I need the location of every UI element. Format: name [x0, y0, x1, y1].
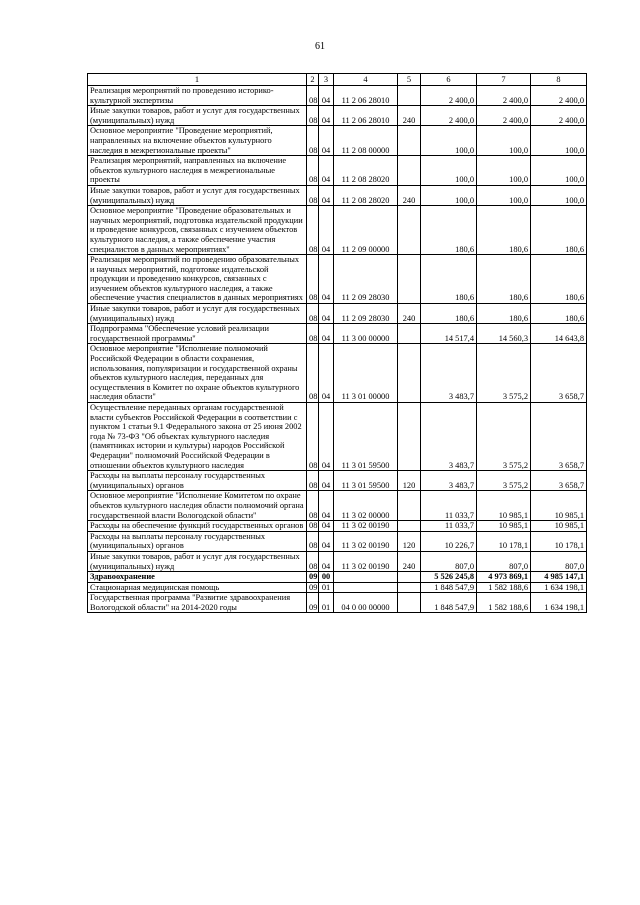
amount-col7-cell: 2 400,0	[477, 86, 531, 106]
target-article-cell: 11 2 08 28020	[334, 156, 398, 186]
expense-type-cell	[398, 403, 421, 471]
subsection-code-cell: 04	[319, 106, 334, 126]
amount-col7-cell: 3 575,2	[477, 471, 531, 491]
subsection-code-cell: 01	[319, 593, 334, 613]
amount-col7-cell: 10 178,1	[477, 531, 531, 551]
expense-type-cell	[398, 86, 421, 106]
expense-type-cell: 240	[398, 551, 421, 571]
table-row	[88, 106, 587, 126]
target-article-cell: 11 2 06 28010	[334, 86, 398, 106]
row-name-cell: Иные закупки товаров, работ и услуг для государственных (муниципальных) нужд	[88, 106, 307, 126]
expense-type-cell	[398, 582, 421, 593]
expense-type-cell	[398, 156, 421, 186]
amount-col6-cell: 5 526 245,8	[421, 572, 477, 583]
subsection-code-cell: 04	[319, 471, 334, 491]
amount-col8-cell: 3 658,7	[531, 344, 587, 403]
section-code-cell: 08	[307, 531, 319, 551]
expense-type-cell	[398, 344, 421, 403]
amount-col7-cell: 10 985,1	[477, 521, 531, 532]
table-row	[88, 206, 587, 255]
expense-type-cell	[398, 521, 421, 532]
amount-col8-cell: 180,6	[531, 304, 587, 324]
expense-type-cell: 120	[398, 471, 421, 491]
amount-col7-cell: 3 575,2	[477, 344, 531, 403]
section-code-cell: 08	[307, 86, 319, 106]
amount-col6-cell: 1 848 547,9	[421, 582, 477, 593]
target-article-cell: 11 3 01 59500	[334, 471, 398, 491]
target-article-cell: 04 0 00 00000	[334, 593, 398, 613]
expense-type-cell	[398, 491, 421, 521]
table-row	[88, 491, 587, 521]
amount-col8-cell: 2 400,0	[531, 106, 587, 126]
target-article-cell: 11 3 01 00000	[334, 344, 398, 403]
row-name-cell: Основное мероприятие "Исполнение полномочий Российской Федерации в области сохранения, использования, популяризации и государственной охраны объектов культурного наследия, переданных для осуществления в Комитет по охране объектов культурного наследия области"	[88, 344, 307, 403]
header-cell: 1	[88, 74, 307, 86]
header-cell: 4	[334, 74, 398, 86]
amount-col7-cell: 180,6	[477, 304, 531, 324]
target-article-cell: 11 3 02 00000	[334, 491, 398, 521]
amount-col6-cell: 2 400,0	[421, 86, 477, 106]
section-code-cell: 08	[307, 471, 319, 491]
table-row	[88, 344, 587, 403]
amount-col8-cell: 10 985,1	[531, 491, 587, 521]
amount-col7-cell: 180,6	[477, 255, 531, 304]
amount-col7-cell: 2 400,0	[477, 106, 531, 126]
row-name-cell: Расходы на обеспечение функций государственных органов	[88, 521, 307, 532]
amount-col6-cell: 3 483,7	[421, 344, 477, 403]
subsection-code-cell: 04	[319, 126, 334, 156]
amount-col8-cell: 180,6	[531, 206, 587, 255]
row-name-cell: Основное мероприятие "Проведение образовательных и научных мероприятий, подготовка издательской продукции и проведение конкурсов, связанных с изучением объектов культурного наследия, а также обеспечение участия специалистов в данных мероприятиях"	[88, 206, 307, 255]
section-code-cell: 08	[307, 324, 319, 344]
target-article-cell: 11 2 08 00000	[334, 126, 398, 156]
target-article-cell: 11 2 09 00000	[334, 206, 398, 255]
amount-col8-cell: 807,0	[531, 551, 587, 571]
table-row	[88, 324, 587, 344]
amount-col8-cell: 100,0	[531, 185, 587, 205]
section-code-cell: 08	[307, 156, 319, 186]
header-cell: 8	[531, 74, 587, 86]
target-article-cell: 11 3 02 00190	[334, 521, 398, 532]
section-code-cell: 08	[307, 304, 319, 324]
section-code-cell: 09	[307, 593, 319, 613]
amount-col8-cell: 180,6	[531, 255, 587, 304]
expense-type-cell	[398, 206, 421, 255]
amount-col6-cell: 1 848 547,9	[421, 593, 477, 613]
amount-col7-cell: 100,0	[477, 126, 531, 156]
section-code-cell: 08	[307, 106, 319, 126]
section-code-cell: 08	[307, 521, 319, 532]
table-row	[88, 551, 587, 571]
expense-type-cell: 240	[398, 106, 421, 126]
table-row	[88, 185, 587, 205]
table-row	[88, 593, 587, 613]
amount-col6-cell: 14 517,4	[421, 324, 477, 344]
amount-col7-cell: 1 582 188,6	[477, 582, 531, 593]
section-code-cell: 08	[307, 344, 319, 403]
section-code-cell: 08	[307, 403, 319, 471]
subsection-code-cell: 04	[319, 491, 334, 521]
row-name-cell: Иные закупки товаров, работ и услуг для государственных (муниципальных) нужд	[88, 304, 307, 324]
subsection-code-cell: 01	[319, 582, 334, 593]
expense-type-cell	[398, 255, 421, 304]
table-row	[88, 126, 587, 156]
expense-type-cell	[398, 126, 421, 156]
expense-type-cell: 240	[398, 185, 421, 205]
subsection-code-cell: 04	[319, 531, 334, 551]
table-header-row	[88, 74, 587, 86]
row-name-cell: Расходы на выплаты персоналу государственных (муниципальных) органов	[88, 471, 307, 491]
target-article-cell: 11 3 02 00190	[334, 551, 398, 571]
amount-col6-cell: 11 033,7	[421, 521, 477, 532]
subsection-code-cell: 04	[319, 403, 334, 471]
expense-type-cell	[398, 572, 421, 583]
row-name-cell: Основное мероприятие "Исполнение Комитетом по охране объектов культурного наследия области полномочий органа государственной власти Вологодской области"	[88, 491, 307, 521]
amount-col6-cell: 180,6	[421, 304, 477, 324]
amount-col6-cell: 11 033,7	[421, 491, 477, 521]
amount-col7-cell: 1 582 188,6	[477, 593, 531, 613]
amount-col7-cell: 14 560,3	[477, 324, 531, 344]
row-name-cell: Расходы на выплаты персоналу государственных (муниципальных) органов	[88, 531, 307, 551]
header-cell: 5	[398, 74, 421, 86]
target-article-cell: 11 3 00 00000	[334, 324, 398, 344]
budget-table	[87, 73, 587, 613]
target-article-cell: 11 3 02 00190	[334, 531, 398, 551]
amount-col7-cell: 4 973 869,1	[477, 572, 531, 583]
subsection-code-cell: 04	[319, 185, 334, 205]
table-row	[88, 582, 587, 593]
amount-col6-cell: 10 226,7	[421, 531, 477, 551]
row-name-cell: Осуществление переданных органам государственной власти субъектов Российской Федерации в соответствии с пунктом 1 статьи 9.1 Федерального закона от 25 июня 2002 года № 73-ФЗ "Об объектах культурного наследия (памятниках истории и культуры) народов Российской Федерации" полномочий Российской Федерации в отношении объектов культурного наследия	[88, 403, 307, 471]
table-row	[88, 156, 587, 186]
amount-col6-cell: 807,0	[421, 551, 477, 571]
table-row	[88, 531, 587, 551]
table-row	[88, 403, 587, 471]
expense-type-cell: 240	[398, 304, 421, 324]
amount-col6-cell: 180,6	[421, 255, 477, 304]
amount-col6-cell: 3 483,7	[421, 471, 477, 491]
amount-col7-cell: 3 575,2	[477, 403, 531, 471]
amount-col8-cell: 100,0	[531, 126, 587, 156]
page-number: 61	[315, 41, 325, 52]
amount-col8-cell: 1 634 198,1	[531, 582, 587, 593]
table-row	[88, 86, 587, 106]
subsection-code-cell: 04	[319, 521, 334, 532]
section-code-cell: 08	[307, 491, 319, 521]
amount-col6-cell: 100,0	[421, 185, 477, 205]
row-name-cell: Стационарная медицинская помощь	[88, 582, 307, 593]
amount-col6-cell: 100,0	[421, 156, 477, 186]
header-cell: 2	[307, 74, 319, 86]
amount-col8-cell: 14 643,8	[531, 324, 587, 344]
row-name-cell: Основное мероприятие "Проведение мероприятий, направленных на включение объектов культурного наследия в межрегиональные проекты"	[88, 126, 307, 156]
section-code-cell: 08	[307, 255, 319, 304]
target-article-cell	[334, 582, 398, 593]
header-cell: 6	[421, 74, 477, 86]
section-code-cell: 09	[307, 572, 319, 583]
amount-col7-cell: 807,0	[477, 551, 531, 571]
section-code-cell: 08	[307, 126, 319, 156]
section-code-cell: 09	[307, 582, 319, 593]
header-cell: 7	[477, 74, 531, 86]
subsection-code-cell: 04	[319, 156, 334, 186]
amount-col6-cell: 180,6	[421, 206, 477, 255]
amount-col7-cell: 180,6	[477, 206, 531, 255]
expense-type-cell	[398, 324, 421, 344]
target-article-cell: 11 2 08 28020	[334, 185, 398, 205]
subsection-code-cell: 04	[319, 324, 334, 344]
table-row	[88, 304, 587, 324]
table-row	[88, 572, 587, 583]
amount-col8-cell: 3 658,7	[531, 403, 587, 471]
subsection-code-cell: 00	[319, 572, 334, 583]
amount-col8-cell: 100,0	[531, 156, 587, 186]
amount-col6-cell: 100,0	[421, 126, 477, 156]
amount-col7-cell: 100,0	[477, 156, 531, 186]
table-row	[88, 521, 587, 532]
header-cell: 3	[319, 74, 334, 86]
target-article-cell: 11 3 01 59500	[334, 403, 398, 471]
row-name-cell: Иные закупки товаров, работ и услуг для государственных (муниципальных) нужд	[88, 551, 307, 571]
amount-col8-cell: 10 178,1	[531, 531, 587, 551]
amount-col8-cell: 2 400,0	[531, 86, 587, 106]
row-name-cell: Подпрограмма "Обеспечение условий реализации государственной программы"	[88, 324, 307, 344]
amount-col8-cell: 10 985,1	[531, 521, 587, 532]
section-code-cell: 08	[307, 551, 319, 571]
amount-col7-cell: 100,0	[477, 185, 531, 205]
subsection-code-cell: 04	[319, 206, 334, 255]
row-name-cell: Реализация мероприятий, направленных на включение объектов культурного наследия в межрегиональные проекты	[88, 156, 307, 186]
subsection-code-cell: 04	[319, 304, 334, 324]
row-name-cell: Иные закупки товаров, работ и услуг для государственных (муниципальных) нужд	[88, 185, 307, 205]
row-name-cell: Государственная программа "Развитие здравоохранения Вологодской области" на 2014-2020 годы	[88, 593, 307, 613]
row-name-cell: Здравоохранение	[88, 572, 307, 583]
amount-col8-cell: 4 985 147,1	[531, 572, 587, 583]
row-name-cell: Реализация мероприятий по проведению историко-культурной экспертизы	[88, 86, 307, 106]
table-row	[88, 471, 587, 491]
target-article-cell: 11 2 06 28010	[334, 106, 398, 126]
table-row	[88, 255, 587, 304]
target-article-cell: 11 2 09 28030	[334, 255, 398, 304]
amount-col7-cell: 10 985,1	[477, 491, 531, 521]
expense-type-cell: 120	[398, 531, 421, 551]
amount-col8-cell: 1 634 198,1	[531, 593, 587, 613]
amount-col6-cell: 2 400,0	[421, 106, 477, 126]
row-name-cell: Реализация мероприятий по проведению образовательных и научных мероприятий, подготовке издательской продукции и проведению конкурсов, связанных с изучением объектов культурного наследия, а также обеспечение участия специалистов в данных мероприятиях	[88, 255, 307, 304]
target-article-cell	[334, 572, 398, 583]
section-code-cell: 08	[307, 185, 319, 205]
subsection-code-cell: 04	[319, 551, 334, 571]
amount-col8-cell: 3 658,7	[531, 471, 587, 491]
subsection-code-cell: 04	[319, 86, 334, 106]
subsection-code-cell: 04	[319, 344, 334, 403]
subsection-code-cell: 04	[319, 255, 334, 304]
amount-col6-cell: 3 483,7	[421, 403, 477, 471]
target-article-cell: 11 2 09 28030	[334, 304, 398, 324]
section-code-cell: 08	[307, 206, 319, 255]
expense-type-cell	[398, 593, 421, 613]
